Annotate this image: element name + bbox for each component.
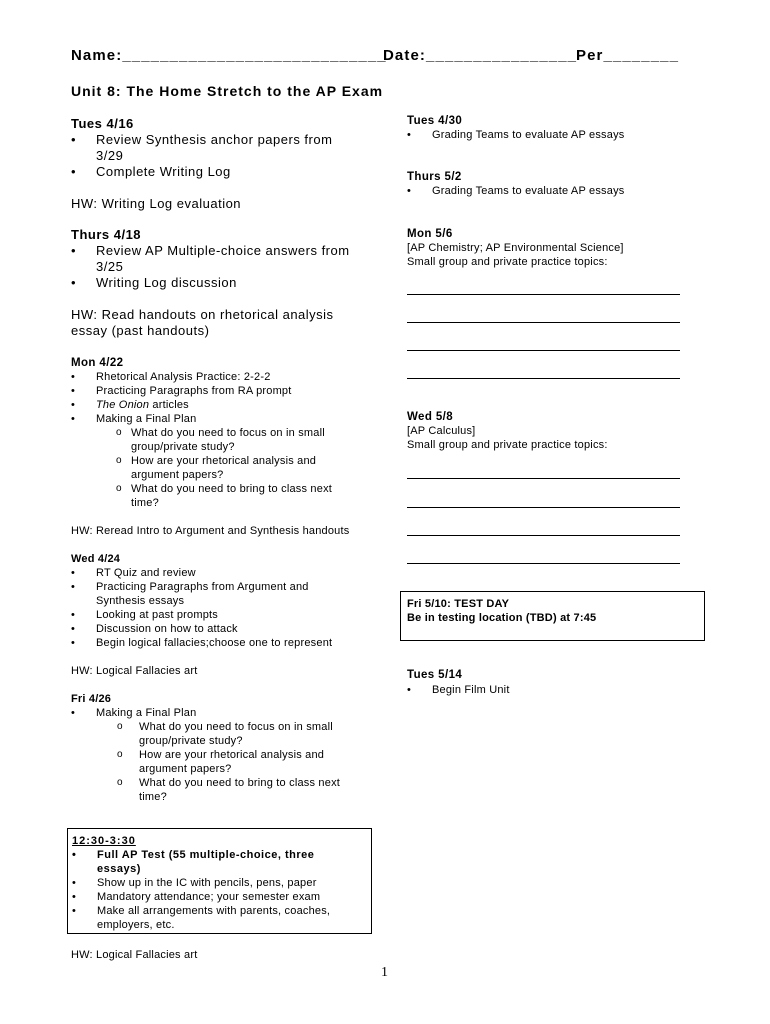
day-heading-tues-5-14: Tues 5/14: [407, 669, 463, 681]
writing-line: [407, 507, 680, 508]
list-item: • Grading Teams to evaluate AP essays: [407, 128, 624, 142]
day-heading-mon-4-22: Mon 4/22: [71, 357, 124, 369]
homework-mon-4-22: HW: Reread Intro to Argument and Synthesis handouts: [71, 525, 350, 537]
homework-thurs-4-18: HW: Read handouts on rhetorical analysis essay (past handouts): [71, 307, 334, 338]
day-heading-tues-4-30: Tues 4/30: [407, 115, 463, 127]
writing-line: [407, 563, 680, 564]
homework-wed-4-24: HW: Logical Fallacies art: [71, 665, 198, 677]
list-item: • RT Quiz and review: [71, 566, 371, 580]
page-number: 1: [381, 965, 388, 980]
list-item: • Full AP Test (55 multiple-choice, three essays): [72, 848, 357, 876]
list-mon-4-22: [71, 370, 371, 426]
list-item-text: articles: [149, 399, 189, 411]
sub-item: o How are your rhetorical analysis and argument papers?: [71, 748, 369, 776]
writing-line: [407, 535, 680, 536]
day-heading-thurs-4-18: Thurs 4/18: [71, 227, 142, 242]
unit-title: Unit 8: The Home Stretch to the AP Exam: [71, 83, 384, 99]
test-day-box: [400, 591, 705, 641]
list-item: • Rhetorical Analysis Practice: 2-2-2: [71, 370, 371, 384]
writing-line: [407, 294, 680, 295]
list-item: • Grading Teams to evaluate AP essays: [407, 184, 624, 198]
wed-5-8-topics-label: Small group and private practice topics:: [407, 439, 608, 451]
test-time: 12:30-3:30: [72, 835, 136, 847]
list-item: • Make all arrangements with parents, coaches, employers, etc.: [72, 904, 362, 932]
list-item: • Show up in the IC with pencils, pens, paper: [72, 876, 367, 890]
left-column: [71, 116, 371, 804]
writing-line: [407, 350, 680, 351]
sub-item: o What do you need to focus on in small group/private study?: [71, 426, 371, 454]
list-tues-4-30: [407, 128, 624, 142]
day-heading-thurs-5-2: Thurs 5/2: [407, 171, 462, 183]
sub-item: o What do you need to bring to class next time?: [71, 776, 359, 804]
day-heading-wed-5-8: Wed 5/8: [407, 411, 454, 423]
list-item: • Mandatory attendance; your semester exam: [72, 890, 367, 904]
day-heading-fri-4-26: Fri 4/26: [71, 693, 112, 705]
day-heading-tues-4-16: Tues 4/16: [71, 116, 134, 131]
homework-tues-4-16: HW: Writing Log evaluation: [71, 196, 242, 211]
list-item: • Review Synthesis anchor papers from 3/29: [71, 132, 346, 164]
wed-5-8-subjects: [AP Calculus]: [407, 425, 476, 437]
writing-line: [407, 322, 680, 323]
list-item: • Practicing Paragraphs from RA prompt: [71, 384, 371, 398]
writing-line: [407, 478, 680, 479]
list-item: • Review AP Multiple-choice answers from 3/25: [71, 243, 358, 275]
sub-item: o What do you need to bring to class next time?: [71, 482, 351, 510]
list-item: • Looking at past prompts: [71, 608, 371, 622]
mon-5-6-subjects: [AP Chemistry; AP Environmental Science]: [407, 242, 624, 254]
list-item: • Making a Final Plan: [71, 706, 371, 720]
test-location: Be in testing location (TBD) at 7:45: [407, 612, 597, 624]
period-field: Per________: [576, 47, 680, 64]
list-wed-4-24: [71, 566, 371, 650]
sub-item: o How are your rhetorical analysis and argument papers?: [71, 454, 361, 482]
list-item: • Practicing Paragraphs from Argument and Synthesis essays: [71, 580, 346, 608]
list-tues-5-14: [407, 683, 510, 697]
name-field: Name:____________________________: [71, 47, 387, 64]
list-item: • Begin Film Unit: [407, 683, 510, 697]
publication-name: The Onion: [96, 399, 150, 411]
list-item: [71, 398, 371, 412]
full-ap-test-box: [67, 828, 372, 934]
test-list: [72, 848, 367, 932]
list-thurs-5-2: [407, 184, 624, 198]
sub-item: o What do you need to focus on in small group/private study?: [71, 720, 359, 748]
list-fri-4-26: [71, 706, 371, 720]
date-field: Date:________________: [383, 47, 578, 64]
mon-5-6-topics-label: Small group and private practice topics:: [407, 256, 608, 268]
list-item: • Begin logical fallacies;choose one to represent: [71, 636, 371, 650]
day-heading-wed-4-24: Wed 4/24: [71, 553, 121, 565]
test-day-heading: Fri 5/10: TEST DAY: [407, 598, 510, 610]
list-item: • Writing Log discussion: [71, 275, 371, 291]
list-tues-4-16: [71, 132, 371, 180]
list-item: • Making a Final Plan: [71, 412, 371, 426]
list-thurs-4-18: [71, 243, 371, 291]
writing-line: [407, 378, 680, 379]
list-item: • Discussion on how to attack: [71, 622, 371, 636]
sublist-mon-4-22: [71, 426, 371, 510]
day-heading-mon-5-6: Mon 5/6: [407, 228, 453, 240]
final-homework: HW: Logical Fallacies art: [71, 949, 198, 961]
sublist-fri-4-26: [71, 720, 371, 804]
list-item: • Complete Writing Log: [71, 164, 371, 180]
